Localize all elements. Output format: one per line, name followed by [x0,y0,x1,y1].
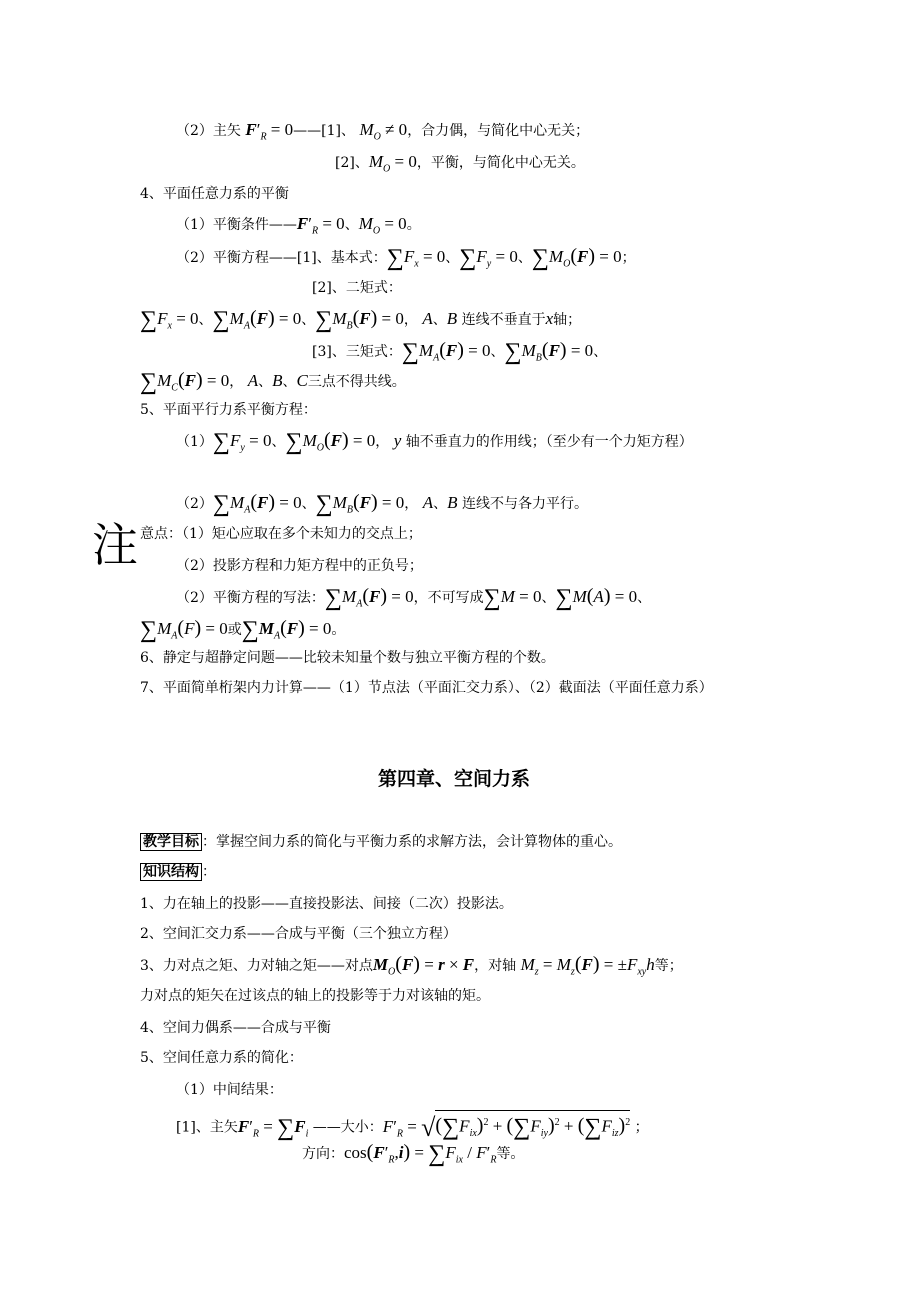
text: 轴； [553,312,582,328]
text: ， [229,374,244,390]
line-note-3 [176,586,651,614]
formula: $\sum M_B(F) = 0$ [315,307,404,333]
formula: y [393,431,402,450]
text: ， [375,434,390,450]
text: 、 [637,590,652,606]
text: 三点不得共线。 [307,374,406,390]
line-note-3-cont [140,618,345,646]
principal-vector-magnitude [176,1110,649,1144]
formula: C [296,371,308,390]
line-basic-form [176,246,636,274]
text: （2）平衡方程的写法： [176,590,325,606]
formula: x [545,309,554,328]
text: ，合力偶，与简化中心无关； [407,123,590,139]
chapter-title: 第四章、空间力系 [378,768,531,790]
text: 、 [593,344,608,360]
text: 3、力对点之矩、力对轴之矩——对点 [140,958,373,974]
text: 、 [445,250,460,266]
text: ，不可写成 [413,590,484,606]
text: [2]、 [335,155,369,171]
line-parallel-2 [176,492,588,520]
section-heading-7: 7、平面简单桁架内力计算——（1）节点法（平面汇交力系）、（2）截面法（平面任意力系） [140,680,713,696]
formula: $\sum M_C(F) = 0$ [140,369,230,395]
text: 、 [301,496,316,512]
text: （2） [176,496,213,512]
note-big-character: 注 [92,518,138,572]
line-equilibrium-condition [176,214,421,241]
text: [1]、主矢 [176,1119,238,1136]
text: 、 [517,250,532,266]
text: 。 [331,622,346,638]
formula: $M_z = M_z(F) = \pm F_{xy}h$ [520,953,655,978]
formula: $\sum M_A(F) = 0$ [241,617,332,643]
formula: $\sum F_y = 0$ [212,429,272,455]
formula: $\sum M_A(F) = 0$ [212,307,302,333]
knowledge-structure [140,862,216,882]
formula: $M_O = 0$ [368,152,417,175]
text: ，对轴 [474,958,517,974]
formula: $\sum M_B(F) = 0$ [504,339,594,365]
formula: $\sum M_A(F) = 0$ [140,617,228,643]
line-two-moment-label: [2]、二矩式： [312,280,402,296]
formula: B [446,309,458,328]
formula: A [422,309,433,328]
text: 、 [271,434,286,450]
text: （1） [176,434,213,450]
formula: A [247,371,259,390]
line-two-moment-formula [140,308,581,336]
formula: $M_O(F) = r \times F$ [372,953,475,978]
formula: $\sum M_A(F) = 0$ [324,585,414,611]
text: ， [404,496,419,512]
text: 轴不垂直力的作用线；（至少有一个力矩方程） [405,434,693,450]
formula: $\sum F_y = 0$ [459,245,518,271]
text: [3]、三矩式： [312,344,402,360]
section-heading-6: 6、静定与超静定问题——比较未知量个数与独立平衡方程的个数。 [140,650,555,666]
text: 、 [198,312,213,328]
text: 、 [258,374,273,390]
text: （2）平衡方程——[1]、基本式： [176,250,387,266]
formula: B [272,371,283,390]
formula: $\sum M_A(F) = 0$ [212,491,302,517]
formula: $\sum M_B(F) = 0$ [315,491,405,517]
line-case-2 [335,152,585,179]
text: 连线不垂直于 [461,312,546,328]
text: ，平衡，与简化中心无关。 [416,155,585,171]
chapter-item-3-cont: 力对点的矩矢在过该点的轴上的投影等于力对该轴的矩。 [140,988,490,1004]
formula: $\sum M_O(F) = 0$ [285,429,376,455]
formula: $\sum F_x = 0$ [386,245,446,271]
formula: $\sum M_O(F) = 0$ [531,245,622,271]
line-three-moment [312,340,607,368]
goal-label: 教学目标 [140,833,202,851]
text: 等； [654,958,683,974]
chapter-item-5-1: （1）中间结果： [176,1082,283,1098]
formula: B [447,493,458,512]
chapter-item-1: 1、力在轴上的投影——直接投影法、间接（二次）投影法。 [140,896,513,912]
chapter-item-5: 5、空间任意力系的简化： [140,1050,303,1066]
text: ； [634,1119,649,1136]
text: 、 [541,590,556,606]
text: 、 [282,374,297,390]
line-note-1: 意点：（1）矩心应取在多个未知力的交点上； [140,526,422,542]
text: ——大小： [312,1119,383,1136]
formula: $M_O = 0$ [358,214,407,237]
text: 连线不与各力平行。 [461,496,588,512]
section-heading-5: 5、平面平行力系平衡方程： [140,402,317,418]
formula: $F'_R = √(\sum F_{ix})^2 + (\sum F_{iy})^2 + (\sum F_{iz})^2$ [383,1117,630,1136]
line-note-2: （2）投影方程和力矩方程中的正负号； [176,558,423,574]
line-principal-vector-case [176,120,589,147]
formula: A [422,493,434,512]
formula: $M_O \ne 0$ [359,120,408,143]
text: 方向： [302,1146,344,1162]
formula: $\cos(F'_R,i) = \sum F_{ix} / F'_R$ [344,1141,497,1167]
text: ： [202,864,216,880]
chapter-item-3 [140,954,683,982]
line-parallel-1 [176,430,693,458]
text: 。 [406,217,421,233]
text: 、 [490,344,505,360]
text: （1）平衡条件—— [176,217,297,233]
text: 、 [433,496,448,512]
section-heading-4: 4、平面任意力系的平衡 [140,186,289,202]
formula: $F'_R = \sum F_i$ [237,1114,309,1141]
text: ， [403,312,418,328]
text: 等。 [496,1146,525,1162]
principal-vector-direction [302,1142,524,1170]
text: （2）主矢 [176,123,241,139]
formula: $\sum F_x = 0$ [140,307,199,333]
text: 、 [432,312,447,328]
text: 、 [344,217,359,233]
structure-label: 知识结构 [140,863,202,881]
formula: $F'_R = 0$ [296,214,345,237]
text: ：掌握空间力系的简化与平衡力系的求解方法，会计算物体的重心。 [202,834,622,850]
text: ； [621,250,636,266]
teaching-goal [140,832,622,852]
formula: $F'_R = 0$ [245,120,294,143]
chapter-item-4: 4、空间力偶系——合成与平衡 [140,1020,331,1036]
text: 或 [227,622,242,638]
formula: $\sum M_A(F) = 0$ [401,339,491,365]
formula: ∑M(A) = 0 [555,585,638,611]
formula: ∑M = 0 [483,585,542,611]
chapter-item-2: 2、空间汇交力系——合成与平衡（三个独立方程） [140,926,457,942]
line-three-moment-cont [140,370,406,398]
text: 、 [301,312,316,328]
text: ——[1]、 [293,123,355,139]
